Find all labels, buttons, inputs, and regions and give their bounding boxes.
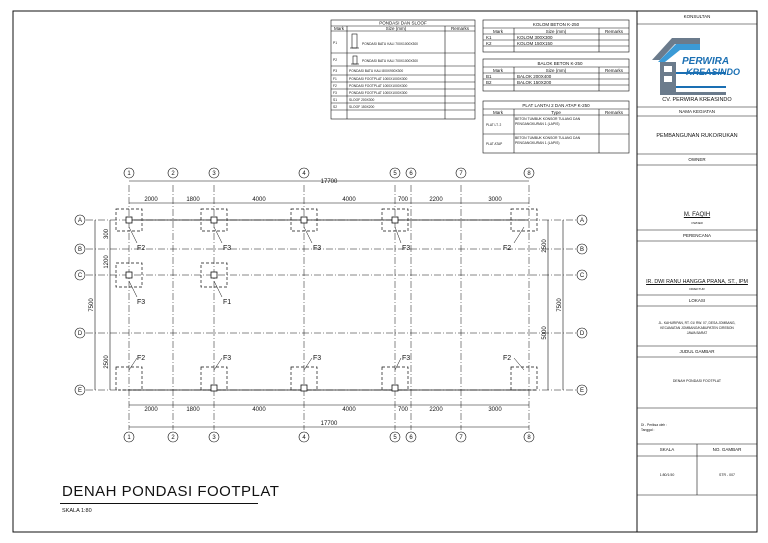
table-cell: S1: [333, 98, 338, 102]
grid-col-label: 8: [527, 435, 531, 441]
grid-col-label: 2: [171, 171, 175, 177]
table-header: Mark: [334, 26, 344, 31]
no-gambar-label: NO. GAMBAR: [712, 447, 742, 452]
grid-col-label: 4: [302, 435, 306, 441]
kegiatan-label: NAMA KEGIATAN: [678, 109, 716, 114]
table-title: PONDASI DAN SLOOF: [379, 20, 427, 26]
footing-label: F3: [402, 355, 411, 362]
dim-text: 2200: [429, 407, 443, 413]
perencana-name: IR. DWI RANU HANGGA PRANA, ST., IPM: [646, 279, 748, 285]
footing-label: F2: [503, 355, 512, 362]
owner-name: M. FAQIH: [683, 212, 711, 218]
table-cell: P2: [333, 58, 338, 62]
judul-label: JUDUL GAMBAR: [679, 349, 715, 354]
lokasi-line-3: JAWA BARAT: [686, 331, 708, 335]
footing-label: F1: [223, 299, 232, 306]
grid-row-label: E: [77, 388, 83, 394]
dim-text-vertical: 300: [104, 228, 110, 240]
table-cell: PONDASI FOOTPLAT 1000X1000X300: [349, 91, 408, 95]
table-header: Remarks: [604, 110, 624, 115]
dim-text: 700: [397, 407, 409, 413]
judul-value: DENAH PONDASI FOOTPLAT: [672, 379, 722, 383]
plat-type-1: BETON TUMBUK KONSOR TULANG DAN PENGANGKURAN 1 (LAPIS): [515, 117, 581, 126]
table-cell: PLAT LT. 2: [486, 123, 502, 127]
plat-type-2: BETON TUMBUK KONSOR TULANG DAN PENGANGKURAN 1 (LAPIS): [515, 136, 581, 145]
table-header: Remarks: [604, 29, 624, 34]
table-cell: SLOOF 200X300: [349, 98, 375, 102]
drawing-scale: SKALA 1:80: [62, 508, 92, 514]
table-title: BALOK BETON K-250: [537, 61, 583, 66]
table-cell: BALOK 150X200: [517, 80, 552, 85]
grid-row-label: D: [77, 331, 83, 337]
dim-text-vertical: 5000: [542, 326, 548, 340]
grid-col-label: 7: [459, 171, 463, 177]
dim-text: 4000: [252, 197, 266, 203]
dim-text-vertical: 7500: [557, 298, 563, 312]
table-cell: KOLOM 150X150: [517, 41, 553, 46]
table-cell: B2: [486, 80, 492, 85]
dim-text: 700: [397, 197, 409, 203]
sloof-lines: [129, 220, 529, 390]
table-header: Type: [551, 110, 561, 115]
dim-text: 4000: [252, 407, 266, 413]
dim-text: 3000: [488, 197, 502, 203]
table-cell: P3: [333, 69, 338, 73]
logo-text-1: PERWIRA: [682, 56, 730, 67]
total-length-bottom: 17700: [320, 421, 338, 427]
table-cell: SLOOF 150X200: [349, 105, 375, 109]
grid-col-label: 4: [302, 171, 306, 177]
diperiksa-label: Di - Periksa oleh :: [641, 423, 668, 427]
lokasi-line-2: KECAMATAN JOMBANG/KABUPATEN CIREBON: [660, 326, 734, 330]
grid-row-label: D: [579, 331, 585, 337]
grid-col-label: 6: [409, 171, 413, 177]
footing-label: F2: [137, 355, 146, 362]
grid-row-label: C: [77, 273, 83, 279]
table-header: Size (mm): [545, 29, 567, 34]
grid-col-label: 3: [212, 171, 216, 177]
table-header: Size (mm): [385, 26, 407, 31]
table-cell: PONDASI FOOTPLAT 1000X1000X300: [349, 77, 408, 81]
dim-text: 3000: [488, 407, 502, 413]
grid-col-label: 1: [127, 435, 131, 441]
footing-label: F3: [223, 355, 232, 362]
tanggal-label: Tanggal :: [641, 428, 655, 432]
company-name: CV. PERWIRA KREASINDO: [662, 97, 732, 103]
lokasi-label: LOKASI: [688, 298, 706, 303]
table-cell: P1: [333, 41, 338, 45]
perencana-sub: DIREKTUR: [689, 287, 705, 291]
table-cell: PONDASI BATU KALI 800X900X300: [349, 69, 404, 73]
table-cell: PLAT ATAP: [486, 142, 503, 146]
dim-text-vertical: 2500: [104, 355, 110, 369]
dim-text: 1800: [186, 407, 200, 413]
owner-sub: OWNER: [691, 221, 703, 225]
grid-col-label: 3: [212, 435, 216, 441]
table-cell: F1: [333, 77, 337, 81]
grid-lines: [86, 185, 576, 430]
konsultan-label: KONSULTAN: [683, 14, 711, 19]
skala-value: 1:80/1:50: [659, 473, 675, 477]
perencana-label: PERENCANA: [682, 233, 711, 238]
footing-label: F2: [137, 245, 146, 252]
table-header: Size (mm): [545, 68, 567, 73]
table-header: Remarks: [450, 26, 470, 31]
table-cell: S2: [333, 105, 338, 109]
grid-row-label: A: [77, 218, 83, 224]
total-length-top: 17700: [320, 179, 338, 185]
grid-col-label: 1: [127, 171, 131, 177]
grid-col-label: 8: [527, 171, 531, 177]
table-cell: F3: [333, 91, 337, 95]
table-cell: PONDASI FOOTPLAT 1000X1000X300: [349, 84, 408, 88]
drawing-title: DENAH PONDASI FOOTPLAT: [62, 483, 280, 500]
table-header: Mark: [493, 68, 503, 73]
lokasi-line-1: JL. KAHURIPAN, RT. 01/ RW. 07, DESA JOMBANG,: [658, 321, 736, 325]
dim-text: 1800: [186, 197, 200, 203]
dim-text: 4000: [342, 197, 356, 203]
footing-label: F3: [313, 355, 322, 362]
footing-label: F3: [223, 245, 232, 252]
dim-text-vertical: 1200: [104, 255, 110, 269]
no-gambar-value: STR - 007: [719, 473, 735, 477]
columns: [126, 217, 398, 391]
table-cell: PONDASI BATU KALI 700X1000X300: [362, 59, 419, 63]
grid-col-label: 7: [459, 435, 463, 441]
title-underline: [60, 503, 258, 504]
grid-col-label: 2: [171, 435, 175, 441]
table-cell: KOLOM 300X300: [517, 35, 553, 40]
table-title: KOLOM BETON K-250: [532, 22, 580, 27]
grid-bubbles: [75, 168, 587, 442]
dim-text: 2200: [429, 197, 443, 203]
dim-text: 4000: [342, 407, 356, 413]
footing-label: F3: [137, 299, 146, 306]
dim-text: 2000: [144, 197, 158, 203]
table-cell: BALOK 200X400: [517, 74, 552, 79]
table-cell: F2: [333, 84, 337, 88]
table-header: Mark: [493, 110, 503, 115]
dim-text-vertical: 7500: [89, 298, 95, 312]
table-title: PLAT LANTAI 2 DAN ATAP K-250: [522, 103, 590, 108]
grid-row-label: A: [579, 218, 585, 224]
grid-row-label: B: [77, 247, 83, 253]
grid-col-label: 5: [393, 171, 397, 177]
footing-pads: [116, 209, 537, 390]
footing-label: F3: [402, 245, 411, 252]
grid-col-label: 6: [409, 435, 413, 441]
dim-text-vertical: 2500: [542, 239, 548, 253]
table-cell: PONDASI BATU KALI 700X1000X300: [362, 42, 419, 46]
logo-text-2: KREASINDO: [686, 67, 741, 77]
kegiatan-value: PEMBANGUNAN RUKO/RUKAN: [656, 133, 738, 139]
table-header: Mark: [493, 29, 503, 34]
grid-row-label: B: [579, 247, 585, 253]
grid-col-label: 5: [393, 435, 397, 441]
table-cell: K2: [486, 41, 492, 46]
dim-text: 2000: [144, 407, 158, 413]
grid-row-label: E: [579, 388, 585, 394]
skala-label: SKALA: [659, 447, 675, 452]
footing-label: F2: [503, 245, 512, 252]
grid-row-label: C: [579, 273, 585, 279]
footing-label: F3: [313, 245, 322, 252]
table-header: Remarks: [604, 68, 624, 73]
table-cell: B1: [486, 74, 492, 79]
table-cell: K1: [486, 35, 492, 40]
owner-label: OWNER: [688, 157, 706, 162]
